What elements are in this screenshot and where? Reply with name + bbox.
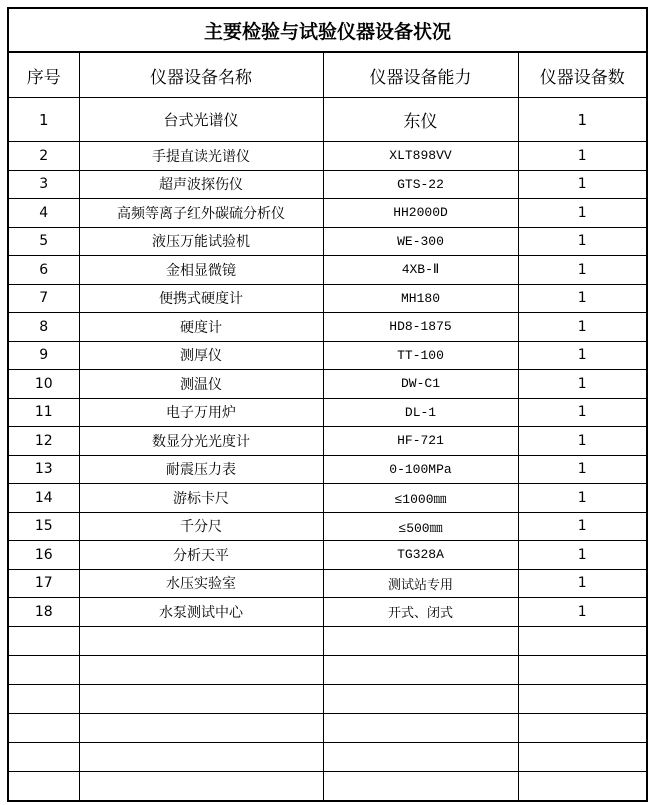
title-row — [8, 8, 647, 52]
cell-count: 1 — [518, 598, 647, 627]
cell-count: 1 — [518, 370, 647, 399]
table-row — [8, 370, 647, 399]
cell-name: 超声波探伤仪 — [79, 170, 323, 199]
empty-row — [8, 655, 647, 684]
cell-name: 水压实验室 — [79, 569, 323, 598]
cell-capability: HH2000D — [323, 199, 518, 228]
cell-count: 1 — [518, 512, 647, 541]
cell-index: 2 — [8, 142, 79, 171]
cell-name: 数显分光光度计 — [79, 427, 323, 456]
empty-cell — [79, 626, 323, 655]
empty-cell — [8, 713, 79, 742]
cell-name: 分析天平 — [79, 541, 323, 570]
cell-count: 1 — [518, 313, 647, 342]
cell-capability: 0-100MPa — [323, 455, 518, 484]
cell-name: 台式光谱仪 — [79, 98, 323, 142]
cell-capability: HD8-1875 — [323, 313, 518, 342]
equipment-table — [7, 7, 648, 802]
cell-index: 4 — [8, 199, 79, 228]
empty-row — [8, 684, 647, 713]
empty-cell — [518, 742, 647, 771]
empty-row — [8, 771, 647, 801]
cell-count: 1 — [518, 199, 647, 228]
empty-cell — [518, 771, 647, 801]
cell-capability: TG328A — [323, 541, 518, 570]
cell-name: 液压万能试验机 — [79, 227, 323, 256]
cell-capability: ≤500㎜ — [323, 512, 518, 541]
empty-cell — [8, 742, 79, 771]
cell-capability: XLT898VV — [323, 142, 518, 171]
cell-count: 1 — [518, 455, 647, 484]
empty-cell — [8, 655, 79, 684]
table-row — [8, 284, 647, 313]
table-row — [8, 170, 647, 199]
cell-name: 测厚仪 — [79, 341, 323, 370]
cell-name: 高频等离子红外碳硫分析仪 — [79, 199, 323, 228]
empty-cell — [79, 684, 323, 713]
cell-name: 硬度计 — [79, 313, 323, 342]
table-row — [8, 484, 647, 513]
cell-index: 12 — [8, 427, 79, 456]
cell-index: 1 — [8, 98, 79, 142]
header-capability: 仪器设备能力 — [323, 52, 518, 98]
empty-cell — [8, 771, 79, 801]
cell-capability: TT-100 — [323, 341, 518, 370]
cell-index: 11 — [8, 398, 79, 427]
cell-count: 1 — [518, 227, 647, 256]
cell-count: 1 — [518, 341, 647, 370]
empty-cell — [79, 713, 323, 742]
cell-count: 1 — [518, 484, 647, 513]
cell-name: 电子万用炉 — [79, 398, 323, 427]
cell-count: 1 — [518, 398, 647, 427]
empty-cell — [518, 684, 647, 713]
table-row — [8, 427, 647, 456]
cell-name: 金相显微镜 — [79, 256, 323, 285]
cell-index: 14 — [8, 484, 79, 513]
cell-capability: 开式、闭式 — [323, 598, 518, 627]
cell-capability: DL-1 — [323, 398, 518, 427]
cell-index: 5 — [8, 227, 79, 256]
table-row — [8, 398, 647, 427]
cell-capability: 4XB-Ⅱ — [323, 256, 518, 285]
empty-row — [8, 713, 647, 742]
cell-count: 1 — [518, 427, 647, 456]
cell-index: 16 — [8, 541, 79, 570]
empty-cell — [518, 626, 647, 655]
cell-index: 17 — [8, 569, 79, 598]
cell-count: 1 — [518, 98, 647, 142]
empty-row — [8, 626, 647, 655]
table-body — [8, 98, 647, 801]
table-row — [8, 569, 647, 598]
cell-name: 便携式硬度计 — [79, 284, 323, 313]
cell-capability: MH180 — [323, 284, 518, 313]
cell-capability: WE-300 — [323, 227, 518, 256]
cell-capability: GTS-22 — [323, 170, 518, 199]
cell-name: 游标卡尺 — [79, 484, 323, 513]
table-row — [8, 199, 647, 228]
header-index: 序号 — [8, 52, 79, 98]
table-row — [8, 256, 647, 285]
cell-count: 1 — [518, 569, 647, 598]
cell-index: 6 — [8, 256, 79, 285]
table-row — [8, 541, 647, 570]
empty-cell — [323, 655, 518, 684]
cell-index: 13 — [8, 455, 79, 484]
cell-name: 手提直读光谱仪 — [79, 142, 323, 171]
cell-name: 千分尺 — [79, 512, 323, 541]
table-row — [8, 142, 647, 171]
cell-count: 1 — [518, 142, 647, 171]
empty-cell — [323, 771, 518, 801]
table-row — [8, 227, 647, 256]
empty-cell — [323, 684, 518, 713]
empty-cell — [8, 626, 79, 655]
cell-name: 耐震压力表 — [79, 455, 323, 484]
cell-name: 测温仪 — [79, 370, 323, 399]
table-row — [8, 598, 647, 627]
empty-cell — [518, 713, 647, 742]
cell-index: 3 — [8, 170, 79, 199]
empty-cell — [79, 742, 323, 771]
cell-count: 1 — [518, 256, 647, 285]
empty-cell — [79, 771, 323, 801]
cell-count: 1 — [518, 284, 647, 313]
cell-count: 1 — [518, 170, 647, 199]
cell-count: 1 — [518, 541, 647, 570]
table-row — [8, 98, 647, 142]
header-count: 仪器设备数 — [518, 52, 647, 98]
empty-row — [8, 742, 647, 771]
empty-cell — [323, 742, 518, 771]
empty-cell — [518, 655, 647, 684]
cell-index: 10 — [8, 370, 79, 399]
table-row — [8, 455, 647, 484]
empty-cell — [79, 655, 323, 684]
cell-name: 水泵测试中心 — [79, 598, 323, 627]
empty-cell — [323, 626, 518, 655]
cell-index: 15 — [8, 512, 79, 541]
cell-capability: ≤1000㎜ — [323, 484, 518, 513]
empty-cell — [8, 684, 79, 713]
table-row — [8, 512, 647, 541]
table-row — [8, 341, 647, 370]
cell-capability: DW-C1 — [323, 370, 518, 399]
empty-cell — [323, 713, 518, 742]
table-title: 主要检验与试验仪器设备状况 — [8, 8, 647, 52]
cell-capability: 东仪 — [323, 98, 518, 142]
cell-index: 9 — [8, 341, 79, 370]
table-row — [8, 313, 647, 342]
cell-index: 18 — [8, 598, 79, 627]
cell-index: 8 — [8, 313, 79, 342]
cell-capability: 测试站专用 — [323, 569, 518, 598]
header-row — [8, 52, 647, 98]
cell-index: 7 — [8, 284, 79, 313]
cell-capability: HF-721 — [323, 427, 518, 456]
header-name: 仪器设备名称 — [79, 52, 323, 98]
